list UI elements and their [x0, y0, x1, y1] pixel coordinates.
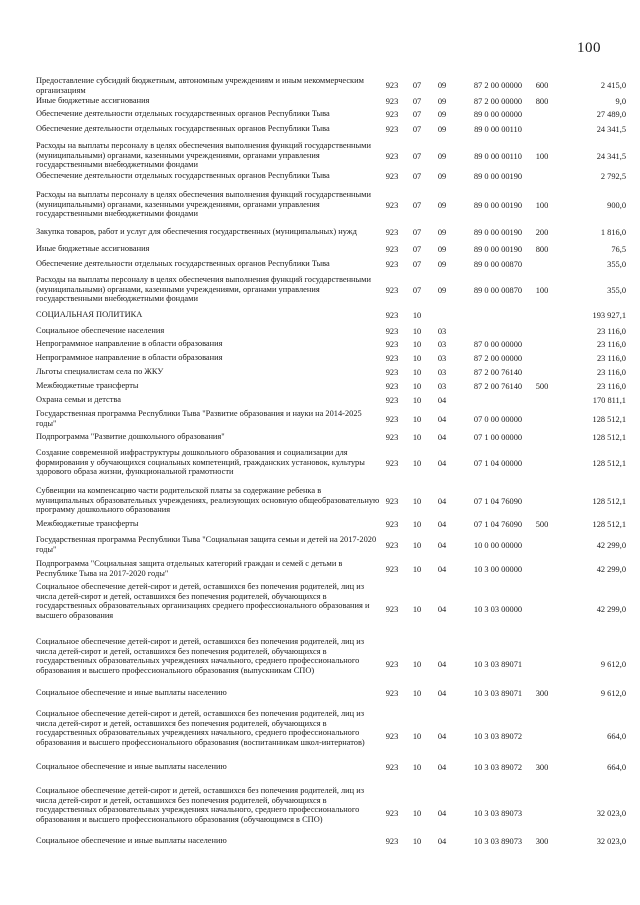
- ved-code: 923: [385, 110, 399, 119]
- target-article-code: 87 0 00 00000: [473, 340, 523, 349]
- table-row: [0, 367, 640, 378]
- row-name: СОЦИАЛЬНАЯ ПОЛИТИКА: [36, 310, 143, 319]
- amount: 42 299,0: [596, 541, 626, 550]
- section-code: 07: [412, 245, 422, 254]
- subsection-code: 04: [437, 541, 447, 550]
- page-number: 100: [577, 40, 601, 56]
- ved-code: 923: [385, 809, 399, 818]
- section-code: 07: [412, 260, 422, 269]
- section-code: 07: [412, 172, 422, 181]
- section-code: 07: [412, 125, 422, 134]
- table-row: [0, 559, 640, 581]
- section-code: 10: [412, 311, 422, 320]
- section-code: 10: [412, 459, 422, 468]
- section-code: 10: [412, 382, 422, 391]
- ved-code: 923: [385, 520, 399, 529]
- amount: 9 612,0: [600, 689, 626, 698]
- target-article-code: 10 3 03 89072: [473, 732, 523, 741]
- ved-code: 923: [385, 382, 399, 391]
- table-row: [0, 259, 640, 270]
- ved-code: 923: [385, 660, 399, 669]
- table-row: [0, 535, 640, 557]
- subsection-code: 09: [437, 152, 447, 161]
- ved-code: 923: [385, 152, 399, 161]
- subsection-code: 04: [437, 565, 447, 574]
- expense-type-code: 100: [535, 201, 549, 210]
- table-row: [0, 519, 640, 530]
- subsection-code: 04: [437, 689, 447, 698]
- target-article-code: 87 2 00 76140: [473, 368, 523, 377]
- ved-code: 923: [385, 689, 399, 698]
- table-row: [0, 310, 640, 321]
- table-row: [0, 448, 640, 480]
- subsection-code: 09: [437, 125, 447, 134]
- section-code: 10: [412, 732, 422, 741]
- row-name: Обеспечение деятельности отдельных государственных органов Республики Тыва: [36, 259, 330, 268]
- target-article-code: 87 2 00 00000: [473, 354, 523, 363]
- subsection-code: 04: [437, 459, 447, 468]
- amount: 27 489,0: [596, 110, 626, 119]
- table-row: [0, 124, 640, 135]
- ved-code: 923: [385, 201, 399, 210]
- row-name: Социальное обеспечение детей-сирот и детей, оставшихся без попечения родителей, лиц из числа детей-сирот и детей, оставшихся без попечения родителей, обучающихся в государственных образовательных учреждениях начального, среднего профессионального образования и высшего профессионального образования (выпускникам СПО): [36, 637, 365, 675]
- row-name: Подпрограмма "Развитие дошкольного образования": [36, 432, 225, 441]
- section-code: 10: [412, 763, 422, 772]
- target-article-code: 89 0 00 00870: [473, 260, 523, 269]
- amount: 23 116,0: [596, 340, 626, 349]
- amount: 900,0: [607, 201, 626, 210]
- amount: 24 341,5: [596, 152, 626, 161]
- ved-code: 923: [385, 565, 399, 574]
- expense-type-code: 800: [535, 97, 549, 106]
- subsection-code: 04: [437, 732, 447, 741]
- subsection-code: 04: [437, 520, 447, 529]
- amount: 128 512,1: [592, 459, 626, 468]
- row-name: Расходы на выплаты персоналу в целях обеспечения выполнения функций государственными (муниципальными) органами, казенными учреждениями, органами управления государственными внебюджетными фондами: [36, 190, 371, 219]
- row-name: Обеспечение деятельности отдельных государственных органов Республики Тыва: [36, 124, 330, 133]
- amount: 9 612,0: [600, 660, 626, 669]
- expense-type-code: 800: [535, 245, 549, 254]
- expense-type-code: 500: [535, 382, 549, 391]
- table-row: [0, 786, 640, 841]
- ved-code: 923: [385, 837, 399, 846]
- row-name: Социальное обеспечение и иные выплаты населению: [36, 688, 227, 697]
- target-article-code: 10 3 03 89072: [473, 763, 523, 772]
- subsection-code: 03: [437, 354, 447, 363]
- amount: 128 512,1: [592, 497, 626, 506]
- amount: 23 116,0: [596, 327, 626, 336]
- amount: 664,0: [607, 763, 626, 772]
- target-article-code: 10 3 03 89071: [473, 660, 523, 669]
- section-code: 07: [412, 81, 422, 90]
- table-row: [0, 244, 640, 255]
- table-row: [0, 409, 640, 431]
- ved-code: 923: [385, 260, 399, 269]
- target-article-code: 87 2 00 00000: [473, 97, 523, 106]
- subsection-code: 03: [437, 368, 447, 377]
- section-code: 10: [412, 497, 422, 506]
- section-code: 10: [412, 541, 422, 550]
- ved-code: 923: [385, 732, 399, 741]
- row-name: Расходы на выплаты персоналу в целях обеспечения выполнения функций государственными (муниципальными) органами, казенными учреждениями, органами управления государственными внебюджетными фондами: [36, 275, 371, 304]
- ved-code: 923: [385, 311, 399, 320]
- table-row: [0, 637, 640, 692]
- row-name: Предоставление субсидий бюджетным, автономным учреждениям и иным некоммерческим организациям: [36, 76, 364, 95]
- subsection-code: 03: [437, 327, 447, 336]
- section-code: 10: [412, 605, 422, 614]
- section-code: 10: [412, 368, 422, 377]
- row-name: Закупка товаров, работ и услуг для обеспечения государственных (муниципальных) нужд: [36, 227, 357, 236]
- ved-code: 923: [385, 541, 399, 550]
- table-row: [0, 381, 640, 392]
- amount: 664,0: [607, 732, 626, 741]
- target-article-code: 89 0 00 00870: [473, 286, 523, 295]
- row-name: Межбюджетные трансферты: [36, 381, 139, 390]
- section-code: 10: [412, 396, 422, 405]
- target-article-code: 10 3 03 89073: [473, 809, 523, 818]
- amount: 355,0: [607, 286, 626, 295]
- table-row: [0, 688, 640, 699]
- section-code: 10: [412, 433, 422, 442]
- target-article-code: 89 0 00 00110: [474, 125, 522, 134]
- row-name: Создание современной инфраструктуры дошкольного образования и социализации для формирования у обучающихся социальных компетенций, гражданских установок, культуры здорового образа жизни, функциональной грамотности: [36, 448, 365, 477]
- row-name: Льготы специалистам села по ЖКУ: [36, 367, 164, 376]
- section-code: 10: [412, 354, 422, 363]
- target-article-code: 07 1 04 76090: [473, 520, 523, 529]
- row-name: Государственная программа Республики Тыва "Развитие образования и науки на 2014-2025 годы": [36, 409, 362, 428]
- ved-code: 923: [385, 81, 399, 90]
- section-code: 07: [412, 201, 422, 210]
- table-row: [0, 96, 640, 107]
- subsection-code: 09: [437, 81, 447, 90]
- row-name: Подпрограмма "Социальная защита отдельных категорий граждан и семей с детьми в Республике Тыва на 2017-2020 годы": [36, 559, 343, 578]
- subsection-code: 09: [437, 286, 447, 295]
- amount: 42 299,0: [596, 605, 626, 614]
- section-code: 07: [412, 286, 422, 295]
- row-name: Иные бюджетные ассигнования: [36, 96, 150, 105]
- target-article-code: 07 1 04 00000: [473, 459, 523, 468]
- expense-type-code: 100: [535, 152, 549, 161]
- target-article-code: 89 0 00 00190: [473, 245, 523, 254]
- table-row: [0, 190, 640, 222]
- section-code: 10: [412, 565, 422, 574]
- subsection-code: 04: [437, 763, 447, 772]
- row-name: Охрана семьи и детства: [36, 395, 121, 404]
- row-name: Субвенции на компенсацию части родительской платы за содержание ребенка в муниципальных образовательных учреждениях, реализующих основную общеобразовательную программу дошкольного образования: [36, 486, 380, 515]
- target-article-code: 89 0 00 00000: [473, 110, 523, 119]
- expense-type-code: 300: [535, 763, 549, 772]
- expense-type-code: 100: [535, 286, 549, 295]
- target-article-code: 07 1 00 00000: [473, 433, 523, 442]
- amount: 128 512,1: [592, 415, 626, 424]
- subsection-code: 04: [437, 433, 447, 442]
- amount: 170 811,1: [592, 396, 626, 405]
- section-code: 07: [412, 97, 422, 106]
- row-name: Иные бюджетные ассигнования: [36, 244, 150, 253]
- section-code: 10: [412, 340, 422, 349]
- amount: 2 792,5: [600, 172, 626, 181]
- row-name: Социальное обеспечение детей-сирот и детей, оставшихся без попечения родителей, лиц из числа детей-сирот и детей, оставшихся без попечения родителей, обучающихся в государственных образовательных организациях среднего профессионального образования и высшего образования: [36, 582, 370, 620]
- target-article-code: 89 0 00 00190: [473, 228, 523, 237]
- ved-code: 923: [385, 125, 399, 134]
- section-code: 10: [412, 660, 422, 669]
- ved-code: 923: [385, 605, 399, 614]
- section-code: 07: [412, 228, 422, 237]
- amount: 2 415,0: [600, 81, 626, 90]
- ved-code: 923: [385, 245, 399, 254]
- amount: 23 116,0: [596, 354, 626, 363]
- expense-type-code: 300: [535, 689, 549, 698]
- table-row: [0, 227, 640, 239]
- ved-code: 923: [385, 396, 399, 405]
- target-article-code: 10 0 00 00000: [473, 541, 523, 550]
- row-name: Межбюджетные трансферты: [36, 519, 139, 528]
- ved-code: 923: [385, 340, 399, 349]
- row-name: Непрограммное направление в области образования: [36, 353, 223, 362]
- row-name: Непрограммное направление в области образования: [36, 339, 223, 348]
- ved-code: 923: [385, 433, 399, 442]
- section-code: 10: [412, 837, 422, 846]
- ved-code: 923: [385, 327, 399, 336]
- table-row: [0, 109, 640, 120]
- amount: 128 512,1: [592, 433, 626, 442]
- table-row: [0, 836, 640, 847]
- section-code: 07: [412, 152, 422, 161]
- subsection-code: 03: [437, 382, 447, 391]
- subsection-code: 09: [437, 245, 447, 254]
- row-name: Социальное обеспечение населения: [36, 326, 165, 335]
- table-row: [0, 709, 640, 764]
- subsection-code: 04: [437, 497, 447, 506]
- expense-type-code: 300: [535, 837, 549, 846]
- target-article-code: 10 3 00 00000: [473, 565, 523, 574]
- target-article-code: 87 2 00 76140: [473, 382, 523, 391]
- section-code: 10: [412, 327, 422, 336]
- subsection-code: 04: [437, 415, 447, 424]
- row-name: Государственная программа Республики Тыва "Социальная защита семьи и детей на 2017-2020 годы": [36, 535, 377, 554]
- subsection-code: 09: [437, 201, 447, 210]
- section-code: 10: [412, 415, 422, 424]
- amount: 23 116,0: [596, 382, 626, 391]
- target-article-code: 87 2 00 00000: [473, 81, 523, 90]
- target-article-code: 10 3 03 89073: [473, 837, 523, 846]
- table-row: [0, 582, 640, 637]
- section-code: 10: [412, 809, 422, 818]
- subsection-code: 04: [437, 396, 447, 405]
- row-name: Расходы на выплаты персоналу в целях обеспечения выполнения функций государственными (муниципальными) органами, казенными учреждениями, органами управления государственными внебюджетными фондами: [36, 141, 371, 170]
- amount: 355,0: [607, 260, 626, 269]
- subsection-code: 03: [437, 340, 447, 349]
- target-article-code: 89 0 00 00110: [474, 152, 522, 161]
- ved-code: 923: [385, 172, 399, 181]
- table-row: [0, 326, 640, 337]
- amount: 193 927,1: [592, 311, 626, 320]
- amount: 42 299,0: [596, 565, 626, 574]
- section-code: 10: [412, 520, 422, 529]
- subsection-code: 04: [437, 809, 447, 818]
- target-article-code: 07 0 00 00000: [473, 415, 523, 424]
- expense-type-code: 500: [535, 520, 549, 529]
- section-code: 10: [412, 689, 422, 698]
- row-name: Социальное обеспечение детей-сирот и детей, оставшихся без попечения родителей, лиц из числа детей-сирот и детей, оставшихся без попечения родителей, обучающихся в государственных образовательных учреждениях начального, среднего профессионального образования и высшего профессионального образования (обучающимся в СПО): [36, 786, 365, 824]
- row-name: Обеспечение деятельности отдельных государственных органов Республики Тыва: [36, 109, 330, 118]
- amount: 32 023,0: [596, 809, 626, 818]
- amount: 23 116,0: [596, 368, 626, 377]
- subsection-code: 04: [437, 837, 447, 846]
- ved-code: 923: [385, 368, 399, 377]
- table-row: [0, 486, 640, 518]
- table-row: [0, 76, 640, 96]
- ved-code: 923: [385, 459, 399, 468]
- table-row: [0, 353, 640, 364]
- table-row: [0, 171, 640, 182]
- target-article-code: 10 3 03 89071: [473, 689, 523, 698]
- ved-code: 923: [385, 354, 399, 363]
- amount: 24 341,5: [596, 125, 626, 134]
- ved-code: 923: [385, 286, 399, 295]
- subsection-code: 04: [437, 660, 447, 669]
- table-row: [0, 275, 640, 307]
- row-name: Обеспечение деятельности отдельных государственных органов Республики Тыва: [36, 171, 330, 180]
- expense-type-code: 600: [535, 81, 549, 90]
- subsection-code: 09: [437, 110, 447, 119]
- amount: 1 816,0: [600, 228, 626, 237]
- ved-code: 923: [385, 415, 399, 424]
- row-name: Социальное обеспечение детей-сирот и детей, оставшихся без попечения родителей, лиц из числа детей-сирот и детей, оставшихся без попечения родителей, обучающихся в государственных образовательных учреждениях начального, среднего профессионального образования и высшего профессионального образования (воспитанникам школ-интернатов): [36, 709, 365, 747]
- target-article-code: 10 3 03 00000: [473, 605, 523, 614]
- table-row: [0, 762, 640, 773]
- target-article-code: 07 1 04 76090: [473, 497, 523, 506]
- table-row: [0, 339, 640, 350]
- amount: 32 023,0: [596, 837, 626, 846]
- section-code: 07: [412, 110, 422, 119]
- row-name: Социальное обеспечение и иные выплаты населению: [36, 836, 227, 845]
- subsection-code: 04: [437, 605, 447, 614]
- subsection-code: 09: [437, 97, 447, 106]
- table-row: [0, 141, 640, 173]
- amount: 9,0: [615, 97, 626, 106]
- amount: 128 512,1: [592, 520, 626, 529]
- table-row: [0, 395, 640, 406]
- subsection-code: 09: [437, 172, 447, 181]
- expense-type-code: 200: [535, 228, 549, 237]
- table-row: [0, 432, 640, 443]
- ved-code: 923: [385, 97, 399, 106]
- ved-code: 923: [385, 497, 399, 506]
- amount: 76,5: [611, 245, 626, 254]
- target-article-code: 89 0 00 00190: [473, 201, 523, 210]
- ved-code: 923: [385, 228, 399, 237]
- target-article-code: 89 0 00 00190: [473, 172, 523, 181]
- ved-code: 923: [385, 763, 399, 772]
- subsection-code: 09: [437, 228, 447, 237]
- row-name: Социальное обеспечение и иные выплаты населению: [36, 762, 227, 771]
- subsection-code: 09: [437, 260, 447, 269]
